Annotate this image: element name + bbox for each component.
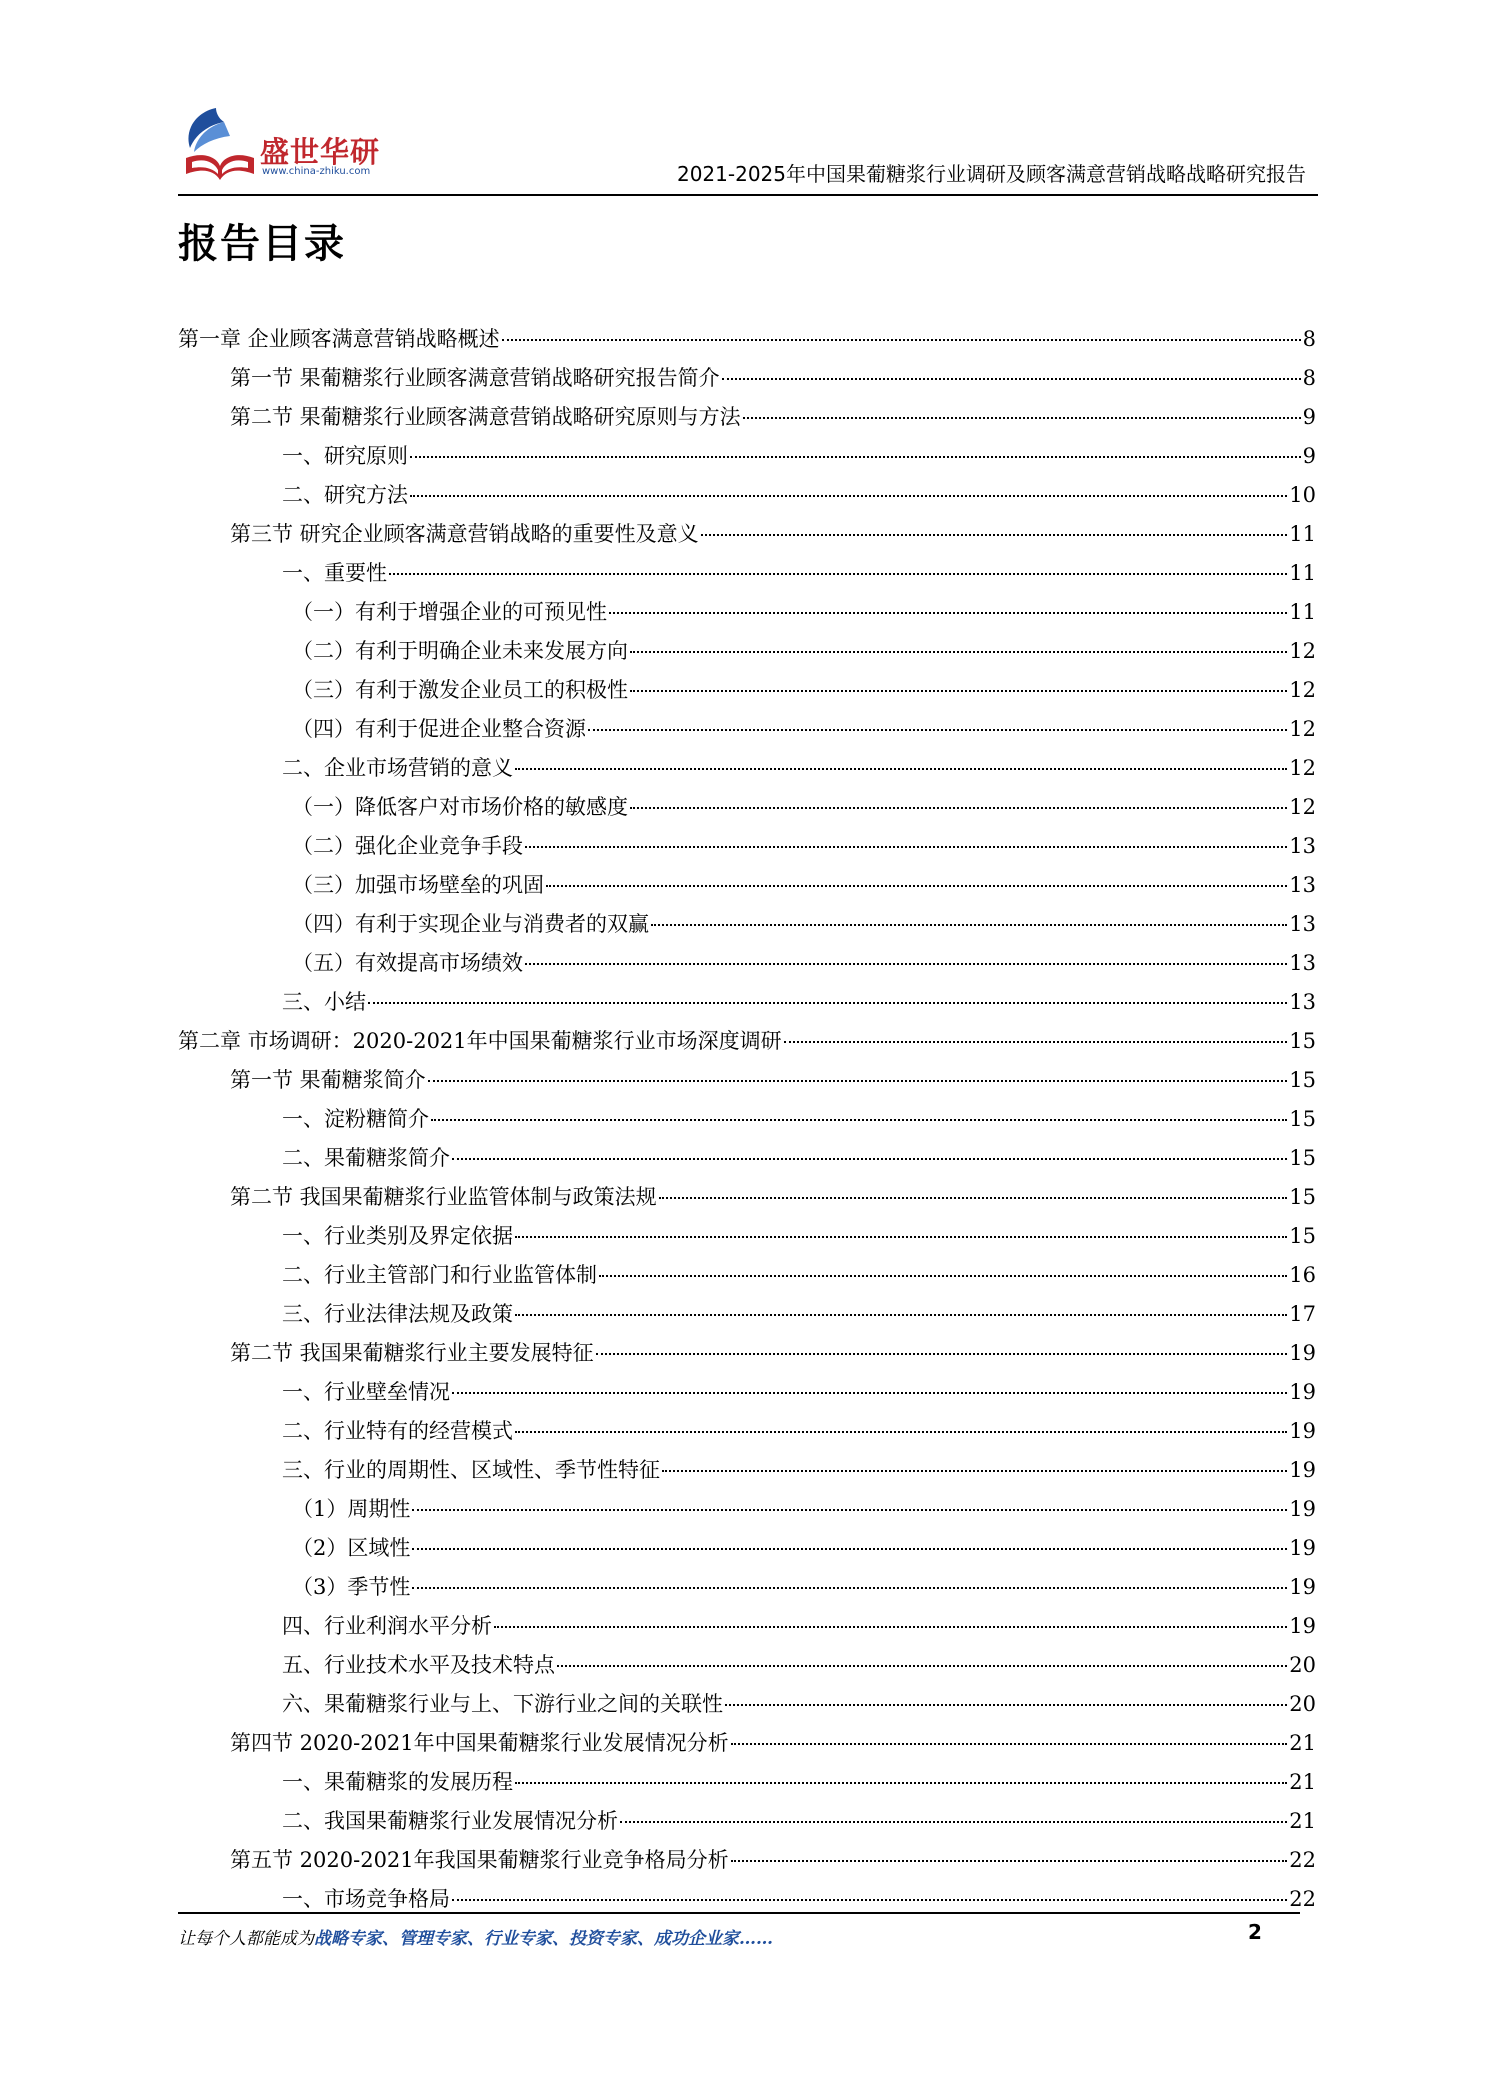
toc-leader-dots: [410, 456, 1301, 458]
toc-leader-dots: [502, 339, 1301, 341]
motto-prefix: 让每个人都能成为: [178, 1929, 314, 1949]
toc-entry-page: 19: [1289, 1614, 1316, 1638]
header-divider: [178, 194, 1318, 196]
toc-entry[interactable]: [178, 1727, 1316, 1766]
toc-entry[interactable]: [178, 1493, 1316, 1532]
toc-entry-title: 第二节 果葡糖浆行业顾客满意营销战略研究原则与方法: [230, 405, 741, 429]
toc-entry-title: 一、重要性: [282, 561, 387, 585]
toc-entry-page: 17: [1289, 1302, 1316, 1326]
toc-entry[interactable]: [178, 1766, 1316, 1805]
toc-entry[interactable]: [178, 713, 1316, 752]
toc-entry-page: 20: [1289, 1653, 1316, 1677]
toc-leader-dots: [452, 1392, 1287, 1394]
toc-entry-page: 22: [1289, 1887, 1316, 1911]
toc-entry[interactable]: [178, 440, 1316, 479]
toc-leader-dots: [428, 1080, 1288, 1082]
toc-entry-page: 19: [1289, 1419, 1316, 1443]
toc-entry-title: 第一节 果葡糖浆简介: [230, 1068, 426, 1092]
toc-entry[interactable]: [178, 908, 1316, 947]
toc-leader-dots: [599, 1275, 1287, 1277]
toc-entry[interactable]: [178, 1454, 1316, 1493]
toc-entry-title: （2）区域性: [292, 1536, 411, 1560]
toc-entry-page: 13: [1289, 951, 1316, 975]
toc-entry[interactable]: [178, 869, 1316, 908]
footer-motto: [178, 1924, 773, 1949]
toc-entry-page: 21: [1289, 1770, 1316, 1794]
toc-entry-page: 15: [1289, 1146, 1316, 1170]
toc-entry-page: 15: [1289, 1224, 1316, 1248]
toc-entry-title: （四）有利于实现企业与消费者的双赢: [292, 912, 649, 936]
logo-url: www.china-zhiku.com: [262, 166, 371, 177]
toc-entry-page: 9: [1302, 444, 1316, 468]
toc-entry-page: 13: [1289, 834, 1316, 858]
toc-leader-dots: [725, 1704, 1287, 1706]
toc-entry-title: 第三节 研究企业顾客满意营销战略的重要性及意义: [230, 522, 699, 546]
toc-entry-page: 19: [1289, 1536, 1316, 1560]
toc-entry-title: 一、行业壁垒情况: [282, 1380, 450, 1404]
toc-entry-page: 15: [1289, 1107, 1316, 1131]
toc-entry-page: 19: [1289, 1458, 1316, 1482]
toc-entry-page: 12: [1289, 756, 1316, 780]
toc-leader-dots: [452, 1158, 1287, 1160]
toc-entry[interactable]: [178, 1064, 1316, 1103]
toc-entry-page: 9: [1302, 405, 1316, 429]
toc-entry-page: 12: [1289, 795, 1316, 819]
toc-leader-dots: [412, 1509, 1287, 1511]
toc-entry-page: 19: [1289, 1497, 1316, 1521]
toc-entry[interactable]: [178, 635, 1316, 674]
toc-entry-page: 15: [1289, 1068, 1316, 1092]
toc-entry-title: 五、行业技术水平及技术特点: [282, 1653, 555, 1677]
toc-entry-page: 13: [1289, 912, 1316, 936]
toc-leader-dots: [784, 1041, 1288, 1043]
toc-leader-dots: [743, 417, 1301, 419]
toc-entry-title: 三、行业的周期性、区域性、季节性特征: [282, 1458, 660, 1482]
book-swoosh-logo-icon: [178, 100, 258, 190]
toc-entry-title: 六、果葡糖浆行业与上、下游行业之间的关联性: [282, 1692, 723, 1716]
toc-entry[interactable]: [178, 752, 1316, 791]
page-header: [178, 100, 1318, 196]
toc-entry[interactable]: [178, 557, 1316, 596]
toc-entry-title: 二、研究方法: [282, 483, 408, 507]
toc-entry[interactable]: [178, 596, 1316, 635]
toc-entry-page: 19: [1289, 1575, 1316, 1599]
toc-entry[interactable]: [178, 518, 1316, 557]
toc-entry-page: 20: [1289, 1692, 1316, 1716]
toc-entry-page: 19: [1289, 1341, 1316, 1365]
toc-entry-title: 二、果葡糖浆简介: [282, 1146, 450, 1170]
toc-entry[interactable]: [178, 1298, 1316, 1337]
toc-entry[interactable]: [178, 830, 1316, 869]
toc-leader-dots: [525, 846, 1287, 848]
toc-entry-title: （1）周期性: [292, 1497, 411, 1521]
toc-leader-dots: [596, 1353, 1288, 1355]
toc-entry[interactable]: [178, 986, 1316, 1025]
toc-entry[interactable]: [178, 1883, 1316, 1922]
toc-entry-page: 10: [1289, 483, 1316, 507]
toc-entry-title: 二、行业主管部门和行业监管体制: [282, 1263, 597, 1287]
toc-entry-title: 三、行业法律法规及政策: [282, 1302, 513, 1326]
toc-entry-page: 21: [1289, 1731, 1316, 1755]
toc-entry-page: 12: [1289, 639, 1316, 663]
page-title: 报告目录: [178, 221, 346, 267]
toc-entry-title: （四）有利于促进企业整合资源: [292, 717, 586, 741]
toc-leader-dots: [525, 963, 1287, 965]
toc-entry[interactable]: [178, 479, 1316, 518]
toc-entry-title: （二）强化企业竞争手段: [292, 834, 523, 858]
toc-entry-page: 12: [1289, 678, 1316, 702]
toc-leader-dots: [410, 495, 1287, 497]
toc-entry[interactable]: [178, 1415, 1316, 1454]
toc-leader-dots: [494, 1626, 1287, 1628]
toc-entry[interactable]: [178, 1181, 1316, 1220]
logo-name: 盛世华研: [260, 135, 381, 169]
toc-entry-title: 一、市场竞争格局: [282, 1887, 450, 1911]
toc-entry-title: 一、研究原则: [282, 444, 408, 468]
toc-entry-title: 一、淀粉糖简介: [282, 1107, 429, 1131]
toc-entry-page: 8: [1302, 366, 1316, 390]
toc-entry-title: 一、果葡糖浆的发展历程: [282, 1770, 513, 1794]
toc-entry-title: 第五节 2020-2021年我国果葡糖浆行业竞争格局分析: [230, 1848, 729, 1872]
toc-leader-dots: [662, 1470, 1287, 1472]
toc-entry-title: 二、企业市场营销的意义: [282, 756, 513, 780]
toc-entry-title: 四、行业利润水平分析: [282, 1614, 492, 1638]
toc-entry-page: 8: [1302, 327, 1316, 351]
toc-entry[interactable]: [178, 1571, 1316, 1610]
toc-entry-title: （二）有利于明确企业未来发展方向: [292, 639, 628, 663]
toc-entry-page: 13: [1289, 990, 1316, 1014]
report-title: 2021-2025年中国果葡糖浆行业调研及顾客满意营销战略战略研究报告: [676, 162, 1306, 186]
toc-entry[interactable]: [178, 1259, 1316, 1298]
toc-entry[interactable]: [178, 947, 1316, 986]
toc-entry-page: 21: [1289, 1809, 1316, 1833]
toc-leader-dots: [630, 690, 1287, 692]
toc-entry-title: 第一章 企业顾客满意营销战略概述: [178, 327, 500, 351]
toc-entry-title: （一）有利于增强企业的可预见性: [292, 600, 607, 624]
toc-leader-dots: [731, 1743, 1288, 1745]
toc-entry[interactable]: [178, 1844, 1316, 1883]
toc-leader-dots: [515, 768, 1287, 770]
toc-leader-dots: [515, 1431, 1287, 1433]
toc-leader-dots: [546, 885, 1287, 887]
toc-entry-title: 第四节 2020-2021年中国果葡糖浆行业发展情况分析: [230, 1731, 729, 1755]
toc-entry-title: 三、小结: [282, 990, 366, 1014]
toc-leader-dots: [588, 729, 1287, 731]
toc-entry[interactable]: [178, 1805, 1316, 1844]
toc-entry-page: 11: [1289, 522, 1316, 546]
toc-leader-dots: [412, 1548, 1287, 1550]
toc-leader-dots: [515, 1314, 1287, 1316]
toc-leader-dots: [630, 807, 1287, 809]
toc-leader-dots: [431, 1119, 1287, 1121]
toc-entry-title: （3）季节性: [292, 1575, 411, 1599]
toc-entry-page: 19: [1289, 1380, 1316, 1404]
toc-leader-dots: [722, 378, 1301, 380]
toc-entry[interactable]: [178, 1103, 1316, 1142]
page-number: 2: [1248, 1920, 1262, 1944]
brand-logo: [178, 100, 478, 190]
toc-entry-title: 二、我国果葡糖浆行业发展情况分析: [282, 1809, 618, 1833]
toc-leader-dots: [389, 573, 1287, 575]
toc-entry[interactable]: [178, 401, 1316, 440]
toc-leader-dots: [452, 1899, 1287, 1901]
toc-entry-page: 11: [1289, 561, 1316, 585]
toc-entry[interactable]: [178, 362, 1316, 401]
toc-leader-dots: [515, 1782, 1287, 1784]
toc-leader-dots: [659, 1197, 1288, 1199]
toc-entry[interactable]: [178, 1376, 1316, 1415]
toc-entry[interactable]: [178, 1649, 1316, 1688]
toc-entry[interactable]: [178, 1337, 1316, 1376]
toc-entry[interactable]: [178, 674, 1316, 713]
toc-leader-dots: [701, 534, 1288, 536]
toc-entry-page: 16: [1289, 1263, 1316, 1287]
toc-entry-title: （五）有效提高市场绩效: [292, 951, 523, 975]
toc-leader-dots: [630, 651, 1287, 653]
toc-entry[interactable]: [178, 323, 1316, 362]
toc-entry[interactable]: [178, 1142, 1316, 1181]
toc-entry[interactable]: [178, 1610, 1316, 1649]
toc-entry-title: 一、行业类别及界定依据: [282, 1224, 513, 1248]
toc-entry-title: 第二节 我国果葡糖浆行业主要发展特征: [230, 1341, 594, 1365]
toc-entry-page: 15: [1289, 1029, 1316, 1053]
toc-entry-page: 12: [1289, 717, 1316, 741]
toc-leader-dots: [651, 924, 1287, 926]
motto-accent: 战略专家、管理专家、行业专家、投资专家、成功企业家……: [314, 1929, 773, 1949]
toc-entry-page: 15: [1289, 1185, 1316, 1209]
toc-entry-page: 13: [1289, 873, 1316, 897]
toc-entry[interactable]: [178, 1688, 1316, 1727]
toc-entry-page: 11: [1289, 600, 1316, 624]
toc-leader-dots: [620, 1821, 1287, 1823]
toc-leader-dots: [368, 1002, 1287, 1004]
toc-entry-title: 二、行业特有的经营模式: [282, 1419, 513, 1443]
toc-leader-dots: [609, 612, 1287, 614]
toc-entry-title: 第一节 果葡糖浆行业顾客满意营销战略研究报告简介: [230, 366, 720, 390]
toc-entry[interactable]: [178, 1025, 1316, 1064]
table-of-contents: [178, 323, 1316, 1922]
toc-entry[interactable]: [178, 791, 1316, 830]
toc-entry-page: 22: [1289, 1848, 1316, 1872]
toc-leader-dots: [412, 1587, 1287, 1589]
toc-entry-title: （三）加强市场壁垒的巩固: [292, 873, 544, 897]
toc-entry-title: （三）有利于激发企业员工的积极性: [292, 678, 628, 702]
toc-leader-dots: [731, 1860, 1288, 1862]
toc-entry-title: （一）降低客户对市场价格的敏感度: [292, 795, 628, 819]
footer-divider: [178, 1912, 1300, 1914]
toc-entry[interactable]: [178, 1220, 1316, 1259]
toc-entry-title: 第二节 我国果葡糖浆行业监管体制与政策法规: [230, 1185, 657, 1209]
toc-entry[interactable]: [178, 1532, 1316, 1571]
toc-leader-dots: [557, 1665, 1287, 1667]
toc-entry-title: 第二章 市场调研：2020-2021年中国果葡糖浆行业市场深度调研: [178, 1029, 782, 1053]
toc-leader-dots: [515, 1236, 1287, 1238]
